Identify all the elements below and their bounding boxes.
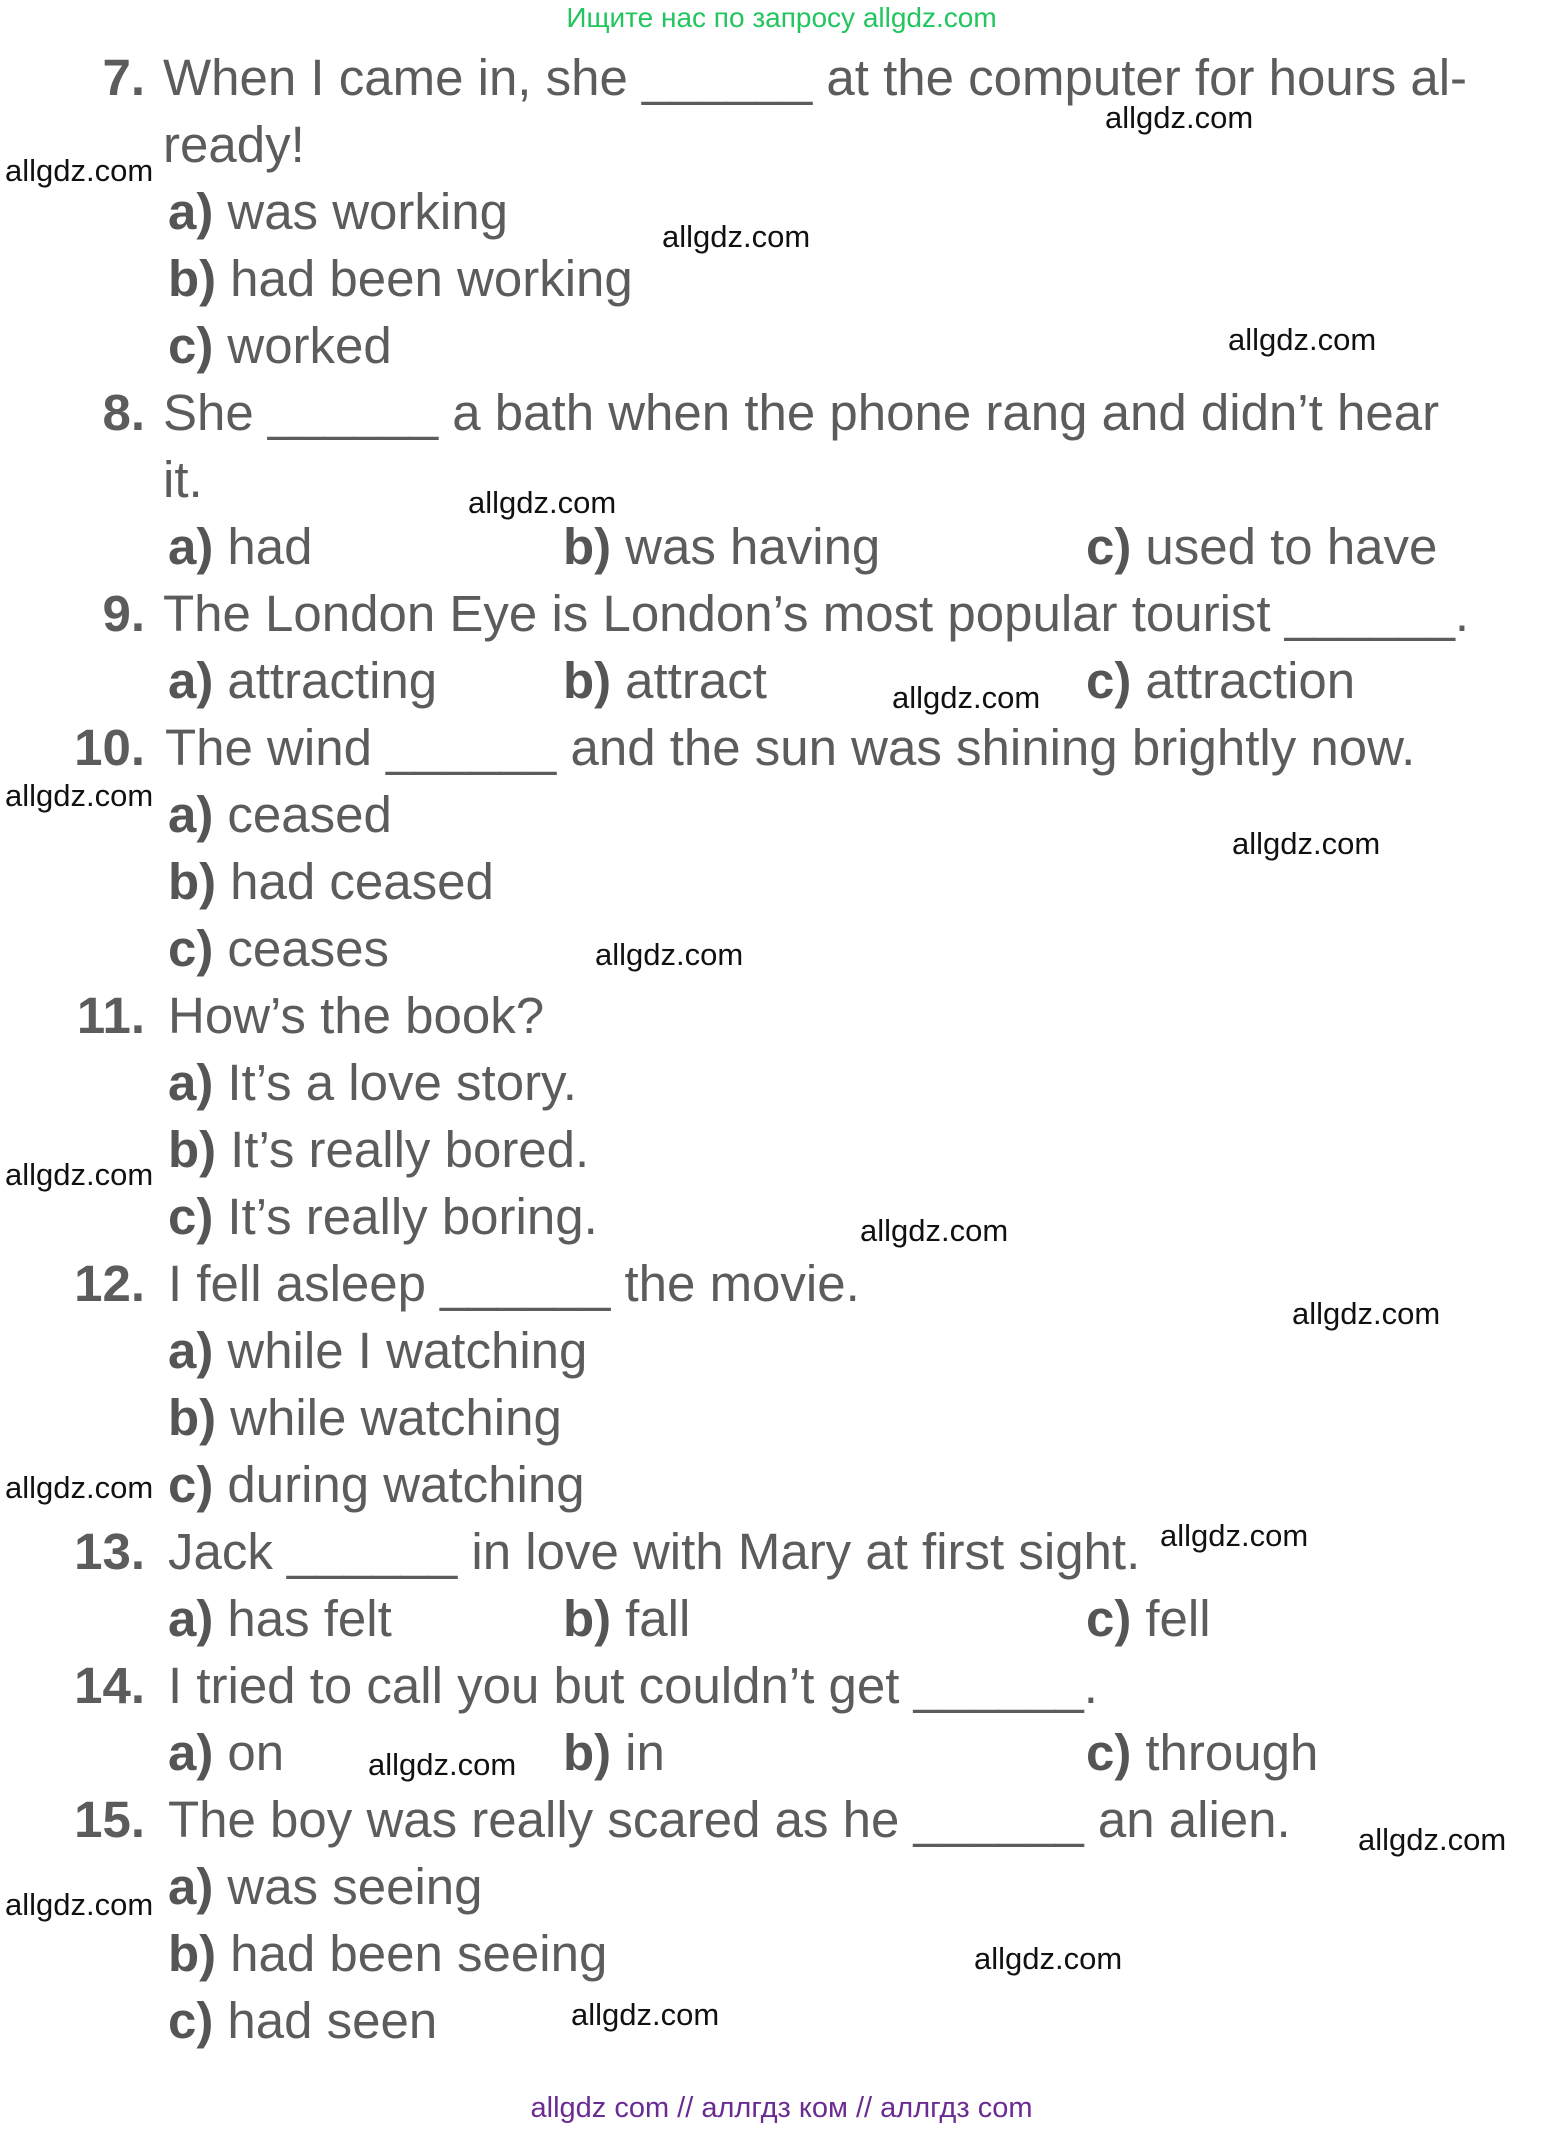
question-text-9: The London Eye is London’s most popular tourist ______. — [163, 585, 1470, 642]
option-letter: b) — [168, 250, 217, 307]
watermark-label: allgdz.com — [1292, 1296, 1441, 1331]
option-text: It’s really boring. — [227, 1188, 598, 1245]
watermark-label: allgdz.com — [1105, 100, 1254, 135]
option-15b[interactable] — [168, 1924, 607, 1984]
option-letter: b) — [563, 1590, 612, 1647]
watermark-label: allgdz.com — [571, 1997, 720, 2032]
option-9b[interactable] — [563, 651, 767, 711]
option-text: during watching — [227, 1456, 585, 1513]
option-10a[interactable] — [168, 785, 392, 845]
option-text: has felt — [227, 1590, 392, 1647]
option-letter: c) — [168, 1456, 214, 1513]
question-number-10: 10. — [74, 719, 145, 776]
option-11c[interactable] — [168, 1187, 598, 1247]
option-13a[interactable] — [168, 1589, 392, 1649]
option-letter: a) — [168, 1724, 214, 1781]
option-9a[interactable] — [168, 651, 437, 711]
option-13b[interactable] — [563, 1589, 690, 1649]
question-text-14: I tried to call you but couldn’t get ______. — [168, 1657, 1098, 1714]
option-8a[interactable] — [168, 517, 312, 577]
option-text: ceases — [227, 920, 389, 977]
option-letter: b) — [563, 1724, 612, 1781]
option-text: had been working — [230, 250, 633, 307]
option-letter: c) — [1086, 1724, 1132, 1781]
option-13c[interactable] — [1086, 1589, 1211, 1649]
option-text: attraction — [1145, 652, 1356, 709]
watermark-label: allgdz.com — [1358, 1822, 1507, 1857]
option-text: while I watching — [227, 1322, 588, 1379]
option-14b[interactable] — [563, 1723, 665, 1783]
option-letter: a) — [168, 1322, 214, 1379]
watermark-label: allgdz.com — [5, 778, 154, 813]
option-text: was seeing — [227, 1858, 483, 1915]
option-letter: c) — [1086, 1590, 1132, 1647]
option-text: worked — [227, 317, 392, 374]
watermark-label: allgdz.com — [5, 153, 154, 188]
watermark-label: allgdz.com — [1228, 322, 1377, 357]
question-number-8: 8. — [102, 384, 145, 441]
option-text: while watching — [230, 1389, 562, 1446]
option-letter: a) — [168, 1590, 214, 1647]
option-9c[interactable] — [1086, 651, 1355, 711]
option-letter: a) — [168, 518, 214, 575]
option-text: on — [227, 1724, 285, 1781]
question-text-8-cont: it. — [163, 451, 203, 508]
watermark-label: allgdz.com — [974, 1941, 1123, 1976]
option-letter: c) — [168, 1188, 214, 1245]
watermark-label: allgdz.com — [595, 937, 744, 972]
option-12a[interactable] — [168, 1321, 587, 1381]
question-number-12: 12. — [74, 1255, 145, 1312]
option-7a[interactable] — [168, 182, 508, 242]
option-11a[interactable] — [168, 1053, 577, 1113]
footer-links[interactable]: allgdz com // аллгдз ком // аллгдз com — [530, 2092, 1033, 2124]
watermark-label: allgdz.com — [468, 485, 617, 520]
option-letter: c) — [168, 317, 214, 374]
question-number-13: 13. — [74, 1523, 145, 1580]
option-letter: b) — [168, 1389, 217, 1446]
question-number-14: 14. — [74, 1657, 145, 1714]
watermark-label: allgdz.com — [1160, 1518, 1309, 1553]
option-15c[interactable] — [168, 1991, 437, 2051]
option-12b[interactable] — [168, 1388, 562, 1448]
option-10b[interactable] — [168, 852, 494, 912]
option-8b[interactable] — [563, 517, 880, 577]
question-text-7-cont: ready! — [163, 116, 305, 173]
watermark-label: allgdz.com — [5, 1157, 154, 1192]
question-text-11: How’s the book? — [168, 987, 545, 1044]
top-banner[interactable]: Ищите нас по запросу allgdz.com — [566, 2, 997, 33]
watermark-label: allgdz.com — [892, 680, 1041, 715]
watermark-label: allgdz.com — [860, 1213, 1009, 1248]
question-number-9: 9. — [102, 585, 145, 642]
option-letter: c) — [168, 920, 214, 977]
option-15a[interactable] — [168, 1857, 483, 1917]
option-letter: c) — [1086, 652, 1132, 709]
option-letter: c) — [168, 1992, 214, 2049]
question-number-7: 7. — [102, 49, 145, 106]
option-text: had seen — [227, 1992, 438, 2049]
option-letter: c) — [1086, 518, 1132, 575]
option-letter: b) — [563, 518, 612, 575]
option-14a[interactable] — [168, 1723, 284, 1783]
option-8c[interactable] — [1086, 517, 1437, 577]
watermark-label: allgdz.com — [1232, 826, 1381, 861]
question-text-15: The boy was really scared as he ______ an alien. — [168, 1791, 1291, 1848]
question-text-7: When I came in, she ______ at the computer for hours al- — [163, 49, 1468, 106]
option-text: had ceased — [230, 853, 494, 910]
option-text: in — [625, 1724, 665, 1781]
option-letter: b) — [168, 853, 217, 910]
option-14c[interactable] — [1086, 1723, 1318, 1783]
question-text-12: I fell asleep ______ the movie. — [168, 1255, 860, 1312]
question-text-13: Jack ______ in love with Mary at first sight. — [168, 1523, 1141, 1580]
question-text-10: The wind ______ and the sun was shining brightly now. — [165, 719, 1416, 776]
option-letter: b) — [168, 1925, 217, 1982]
option-text: It’s really bored. — [230, 1121, 590, 1178]
option-10c[interactable] — [168, 919, 389, 979]
watermark-label: allgdz.com — [662, 219, 811, 254]
question-text-8: She ______ a bath when the phone rang and didn’t hear — [163, 384, 1440, 441]
option-text: had been seeing — [230, 1925, 608, 1982]
option-text: attract — [625, 652, 767, 709]
option-text: through — [1145, 1724, 1319, 1781]
watermark-label: allgdz.com — [368, 1747, 517, 1782]
option-letter: a) — [168, 1054, 214, 1111]
option-letter: b) — [563, 652, 612, 709]
option-text: ceased — [227, 786, 392, 843]
question-number-11: 11. — [76, 987, 145, 1044]
option-text: fell — [1145, 1590, 1211, 1647]
option-11b[interactable] — [168, 1120, 589, 1180]
option-text: used to have — [1145, 518, 1438, 575]
option-text: fall — [625, 1590, 691, 1647]
option-text: had — [227, 518, 313, 575]
option-text: It’s a love story. — [227, 1054, 577, 1111]
option-letter: a) — [168, 652, 214, 709]
option-7b[interactable] — [168, 249, 633, 309]
option-letter: a) — [168, 1858, 214, 1915]
option-letter: a) — [168, 183, 214, 240]
option-letter: b) — [168, 1121, 217, 1178]
option-text: was working — [227, 183, 508, 240]
watermark-label: allgdz.com — [5, 1470, 154, 1505]
question-number-15: 15. — [74, 1791, 145, 1848]
option-12c[interactable] — [168, 1455, 585, 1515]
option-7c[interactable] — [168, 316, 392, 376]
option-letter: a) — [168, 786, 214, 843]
watermark-label: allgdz.com — [5, 1887, 154, 1922]
option-text: attracting — [227, 652, 438, 709]
option-text: was having — [625, 518, 881, 575]
